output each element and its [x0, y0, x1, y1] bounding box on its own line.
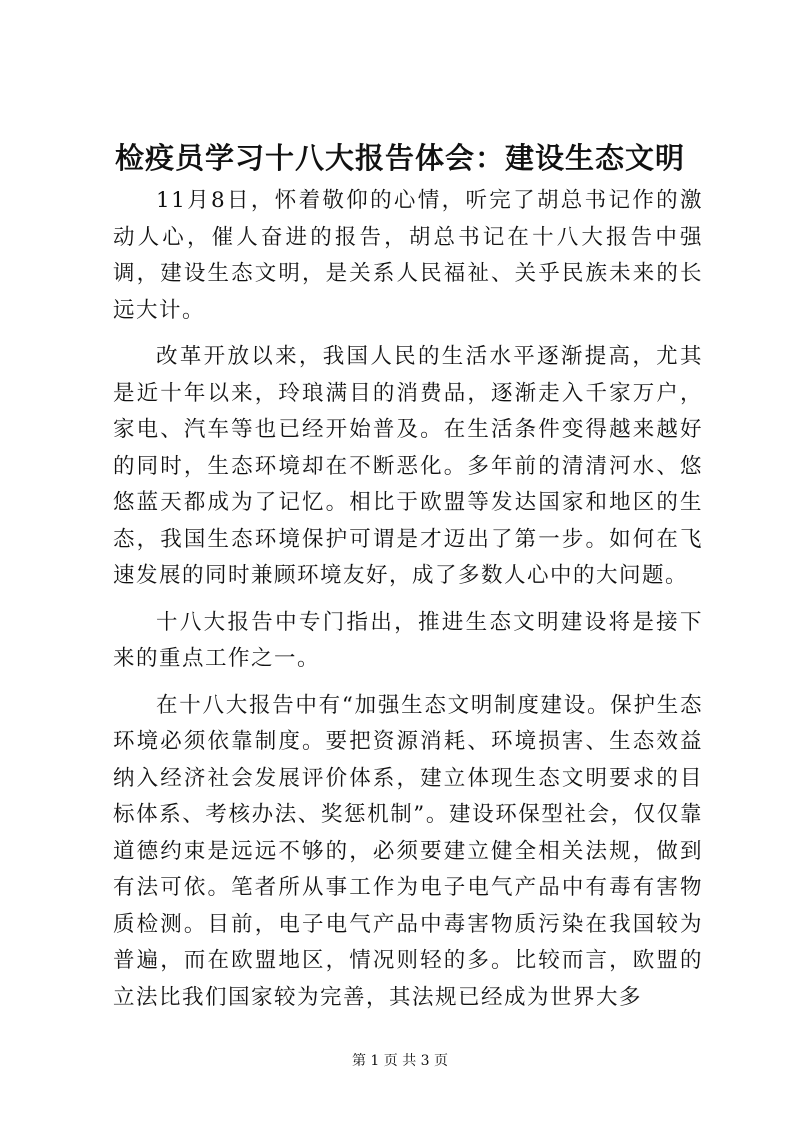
document-title: 检疫员学习十八大报告体会：建设生态文明 [114, 141, 685, 175]
paragraph-2: 改革开放以来，我国人民的生活水平逐渐提高，尤其是近十年以来，玲琅满目的消费品，逐渐走入千家万户，家电、汽车等也已经开始普及。在生活条件变得越来越好的同时，生态环境却在不断恶化。多年前的清清河水、悠悠蓝天都成为了记忆。相比于欧盟等发达国家和地区的生态，我国生态环境保护可谓是才迈出了第一步。如何在飞速发展的同时兼顾环境友好，成了多数人心中的大问题。 [113, 344, 703, 588]
paragraph-4: 在十八大报告中有“加强生态文明制度建设。保护生态环境必须依靠制度。要把资源消耗、环境损害、生态效益纳入经济社会发展评价体系，建立体现生态文明要求的目标体系、考核办法、奖惩机制”。建设环保型社会，仅仅靠道德约束是远远不够的，必须要建立健全相关法规，做到有法可依。笔者所从事工作为电子电气产品中有毒有害物质检测。目前，电子电气产品中毒害物质污染在我国较为普遍，而在欧盟地区，情况则轻的多。比较而言，欧盟的立法比我们国家较为完善，其法规已经成为世界大多 [113, 692, 703, 1010]
document-body [113, 183, 703, 1026]
page-number-footer: 第 1 页 共 3 页 [351, 1053, 449, 1069]
paragraph-1: 11月8日，怀着敬仰的心情，听完了胡总书记作的激动人心，催人奋进的报告，胡总书记在十八大报告中强调，建设生态文明，是关系人民福祉、关乎民族未来的长远大计。 [113, 188, 703, 323]
paragraph-3: 十八大报告中专门指出，推进生态文明建设将是接下来的重点工作之一。 [113, 609, 703, 671]
